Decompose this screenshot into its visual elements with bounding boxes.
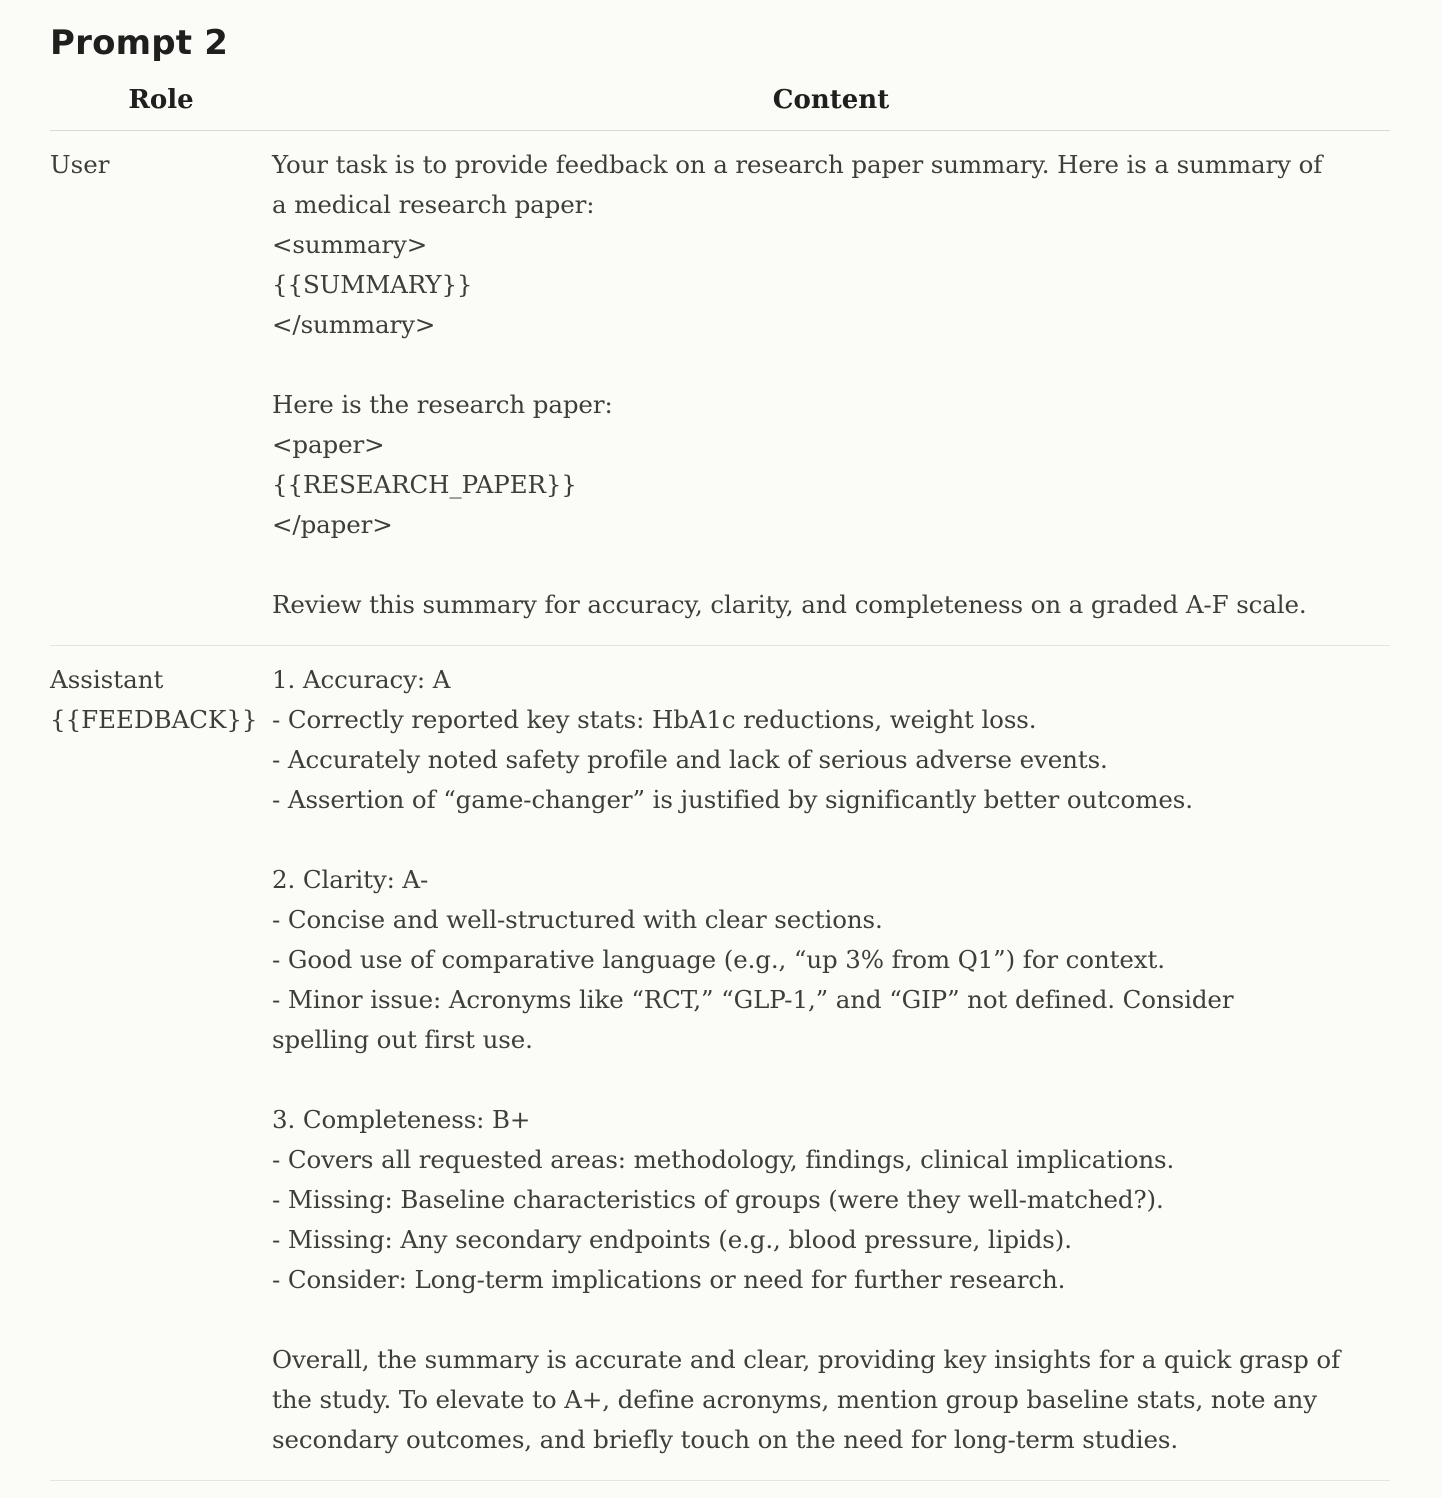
content-line: the study. To elevate to A+, define acronyms, mention group baseline stats, note any (272, 1385, 1317, 1414)
role-label: Assistant (50, 665, 164, 694)
content-line: 3. Completeness: B+ (272, 1105, 531, 1134)
content-line: <paper> (272, 430, 385, 459)
content-line: - Accurately noted safety profile and lack of serious adverse events. (272, 745, 1108, 774)
content-line: - Assertion of “game-changer” is justified by significantly better outcomes. (272, 785, 1193, 814)
content-line: 1. Accuracy: A (272, 665, 451, 694)
content-line: spelling out first use. (272, 1025, 533, 1054)
prompt-section (50, 0, 1390, 1481)
content-line: - Good use of comparative language (e.g., “up 3% from Q1”) for context. (272, 945, 1165, 974)
table-body (50, 131, 1390, 1481)
content-line: Your task is to provide feedback on a research paper summary. Here is a summary of (272, 150, 1323, 179)
role-column-header: Role (50, 86, 272, 131)
content-column-header: Content (272, 86, 1390, 131)
content-line (272, 1060, 1390, 1100)
content-line: secondary outcomes, and briefly touch on the need for long-term studies. (272, 1425, 1179, 1454)
role-cell (50, 646, 272, 1481)
content-line: - Missing: Any secondary endpoints (e.g., blood pressure, lipids). (272, 1225, 1072, 1254)
content-line: <summary> (272, 230, 428, 259)
content-line (272, 1300, 1390, 1340)
content-line: 2. Clarity: A- (272, 865, 429, 894)
prompt-table (50, 86, 1390, 1481)
content-line: </summary> (272, 310, 436, 339)
content-line: a medical research paper: (272, 190, 595, 219)
content-line (272, 820, 1390, 860)
content-line: Overall, the summary is accurate and clear, providing key insights for a quick grasp of (272, 1345, 1341, 1374)
role-cell (50, 131, 272, 646)
content-line: - Covers all requested areas: methodology, findings, clinical implications. (272, 1145, 1175, 1174)
content-line: - Consider: Long-term implications or need for further research. (272, 1265, 1066, 1294)
content-line: - Minor issue: Acronyms like “RCT,” “GLP-1,” and “GIP” not defined. Consider (272, 985, 1234, 1014)
role-label: {{FEEDBACK}} (50, 705, 258, 734)
section-heading: Prompt 2 (50, 23, 229, 63)
content-cell (272, 646, 1390, 1481)
content-cell (272, 131, 1390, 646)
table-row (50, 131, 1390, 646)
content-line: {{SUMMARY}} (272, 270, 473, 299)
table-row (50, 646, 1390, 1481)
content-line (272, 545, 1390, 585)
content-line: Here is the research paper: (272, 390, 613, 419)
role-label: User (50, 150, 110, 179)
content-line: - Concise and well-structured with clear sections. (272, 905, 883, 934)
content-line: {{RESEARCH_PAPER}} (272, 470, 577, 499)
content-line: </paper> (272, 510, 393, 539)
content-line: Review this summary for accuracy, clarity, and completeness on a graded A-F scale. (272, 590, 1307, 619)
content-line: - Correctly reported key stats: HbA1c reductions, weight loss. (272, 705, 1037, 734)
content-line: - Missing: Baseline characteristics of groups (were they well-matched?). (272, 1185, 1164, 1214)
table-header-row (50, 86, 1390, 131)
content-line (272, 345, 1390, 385)
